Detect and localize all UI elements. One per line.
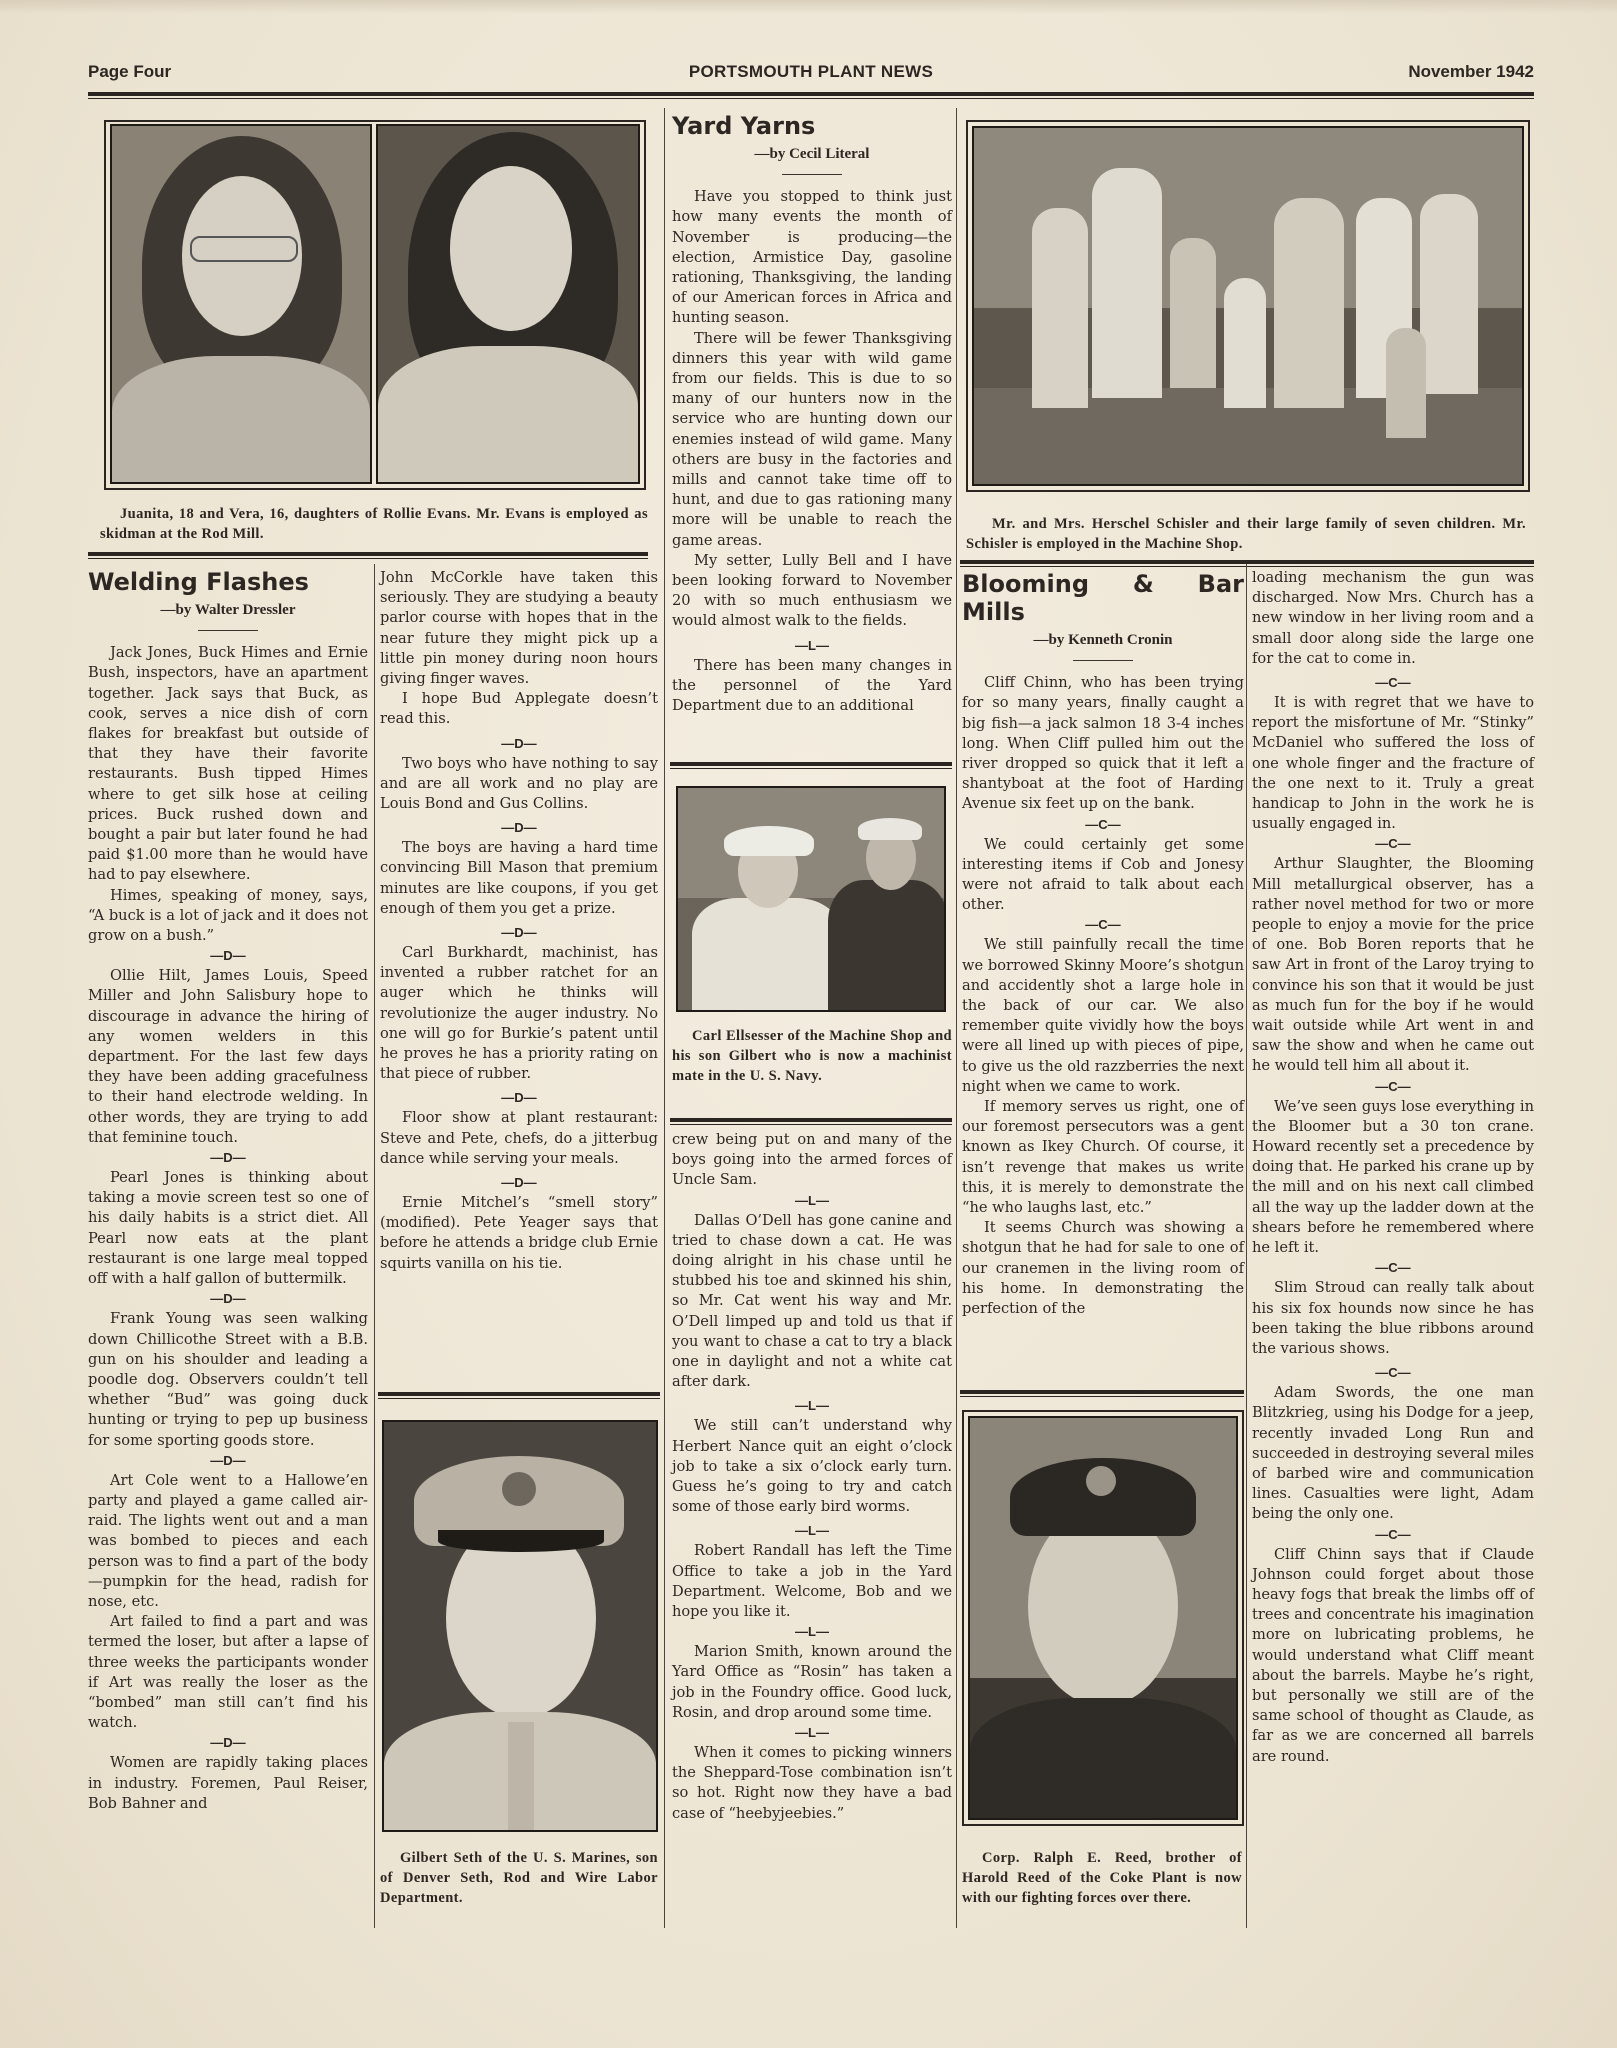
section-separator: —C— xyxy=(1375,1260,1411,1276)
section-separator: —C— xyxy=(1085,816,1121,832)
column-divider xyxy=(664,108,665,1928)
byline-rule xyxy=(782,174,842,175)
section-separator: —C— xyxy=(1375,1365,1411,1381)
welding-flashes-headline: Welding Flashes xyxy=(88,568,309,596)
caption-reed: Corp. Ralph E. Reed, brother of Harold Reed of the Coke Plant is now with our fighting forces over there. xyxy=(962,1850,1242,1906)
section-separator: —C— xyxy=(1375,836,1411,852)
masthead xyxy=(88,62,1534,88)
byline-rule xyxy=(198,630,258,631)
cap-emblem xyxy=(502,1472,536,1506)
paragraph: Have you stopped to think just how many events the month of November is producing—the election, Armistice Day, gasoline rationing, Thanksgiving, the landing of our American forces in Africa and hunting season. xyxy=(672,188,952,327)
paragraph: Slim Stroud can really talk about his six fox hounds now since he has been taking the blue ribbons around the various shows. xyxy=(1252,1279,1534,1357)
yard-yarns-column-top xyxy=(672,112,952,716)
section-separator: —D— xyxy=(210,1150,246,1166)
section-separator: —C— xyxy=(1375,675,1411,691)
section-separator: —D— xyxy=(210,1291,246,1307)
paragraph: We still painfully recall the time we borrowed Skinny Moore’s shotgun and accidently shot a large hole in the back of our car. We also remember quite vividly how the boys were all lined up with pieces of pipe, to give us the old razzberries the next night when we came to work. xyxy=(962,936,1244,1095)
paragraph: It seems Church was showing a shotgun that he had for sale to one of our cranemen in the living room of his home. In demonstrating the perfection of the xyxy=(962,1219,1244,1318)
section-rule xyxy=(960,1390,1244,1394)
section-rule xyxy=(670,1118,952,1122)
section-separator: —D— xyxy=(210,1735,246,1751)
section-separator: —L— xyxy=(795,1725,829,1741)
yard-yarns-headline: Yard Yarns xyxy=(672,112,816,140)
paragraph: loading mechanism the gun was discharged. Now Mrs. Church has a new window in her living room and a small door along side the large one for the cat to come in. xyxy=(1252,569,1534,667)
section-separator: —D— xyxy=(501,820,537,836)
paragraph: Adam Swords, the one man Blitzkrieg, using his Dodge for a jeep, recently invaded Long Run and succeeded in destroying several miles of barbed wire and communication lines. Casualties were light, Adam being the only one. xyxy=(1252,1384,1534,1523)
byline-rule xyxy=(1073,660,1133,661)
caption-ellsesser: Carl Ellsesser of the Machine Shop and his son Gilbert who is now a machinist mate in the U. S. Navy. xyxy=(672,1028,952,1084)
portrait-face xyxy=(450,166,572,331)
cap-visor xyxy=(438,1530,604,1552)
photo-carl-gilbert-ellsesser xyxy=(676,786,946,1012)
paragraph: The boys are having a hard time convincing Bill Mason that premium minutes are like coupons, if you get enough of them you get a prize. xyxy=(380,839,658,917)
paragraph: Ollie Hilt, James Louis, Speed Miller and John Salisbury hope to discourage in advance the hiring of any women welders in this department. For the last few days they have been adding gracefulness to their hand electrode welding. In other words, they are trying to add that feminine touch. xyxy=(88,967,368,1146)
issue-date: November 1942 xyxy=(1408,62,1534,81)
photo-juanita-evans xyxy=(110,124,372,484)
paragraph: Marion Smith, known around the Yard Office as “Rosin” has taken a job in the Foundry office. Good luck, Rosin, and drop around some time. xyxy=(672,1643,952,1721)
paragraph: Cliff Chinn says that if Claude Johnson could forget about those heavy fogs that break the limbs off of trees and concentrate his imagination more on lubricating problems, he would understand what Cliff meant about the barrels. Maybe he’s right, but personally we still are of the same school of thought as Claude, as far as we are concerned all barrels are round. xyxy=(1252,1545,1534,1765)
paragraph: Two boys who have nothing to say and are all work and no play are Louis Bond and Gus Collins. xyxy=(380,754,658,813)
paragraph: We’ve seen guys lose everything in the Bloomer but a 30 ton crane. Howard recently set a precedence by doing that. He parked his crane up by the mill and on his next call climbed all the way up the ladder down at the shears before he remembered where he left it. xyxy=(1252,1097,1534,1257)
necktie xyxy=(508,1722,534,1832)
welding-flashes-column-2 xyxy=(380,568,658,1274)
blooming-bar-mills-headline: Blooming & Bar Mills xyxy=(962,570,1244,626)
photo-schisler-family xyxy=(972,126,1524,486)
section-separator: —C— xyxy=(1375,1526,1411,1542)
paragraph: Carl Burkhardt, machinist, has invented a rubber ratchet for an auger which he thinks will revolutionize the auger industry. No one will go for Burkie’s patent until he proves he has a priority rating on that piece of rubber. xyxy=(380,944,658,1083)
paragraph: Art failed to find a part and was termed the loser, but after a lapse of three weeks the participants wonder if Art was really the loser as the “bombed” man still can’t find his watch. xyxy=(88,1613,368,1732)
section-separator: —C— xyxy=(1085,917,1121,933)
masthead-rule xyxy=(88,92,1534,96)
paragraph: Frank Young was seen walking down Chillicothe Street with a B.B. gun on his shoulder and leading a poodle dog. Observers couldn’t tell whether “Bud” was going duck hunting or trying to pep up business for some sporting goods store. xyxy=(88,1310,368,1449)
section-separator: —D— xyxy=(210,1452,246,1468)
family-member xyxy=(1224,278,1266,408)
paragraph: There will be fewer Thanksgiving dinners this year with wild game from our fields. This is due to so many of our hunters now in the service who are hunting down our enemies instead of wild game. Many others are busy in the factories and mills and cannot take time off to hunt, and due to gas rationing many more will be unable to reach the game areas. xyxy=(672,329,952,549)
paragraph: We could certainly get some interesting items if Cob and Jonesy were not afraid to talk about each other. xyxy=(962,835,1244,914)
family-member xyxy=(1420,194,1478,394)
paragraph: Robert Randall has left the Time Office to take a job in the Yard Department. Welcome, Bob and we hope you like it. xyxy=(672,1542,952,1621)
blooming-bar-mills-column-2 xyxy=(1252,568,1534,1767)
paragraph: It is with regret that we have to report the misfortune of Mr. “Stinky” McDaniel who suffered the loss of one whole finger and the fracture of the one next to it. Truly a great handicap to John in the work he is usually engaged in. xyxy=(1252,694,1534,833)
section-separator: —C— xyxy=(1375,1078,1411,1094)
family-member xyxy=(1032,208,1088,408)
family-member xyxy=(1170,238,1216,388)
section-separator: —D— xyxy=(210,948,246,964)
sailor-cap xyxy=(858,818,922,840)
portrait-shoulders xyxy=(112,356,370,484)
paragraph: My setter, Lully Bell and I have been looking forward to November 20 with so much enthusiasm we would almost walk to the fields. xyxy=(672,551,952,630)
caption-evans: Juanita, 18 and Vera, 16, daughters of Rollie Evans. Mr. Evans is employed as skidman at the Rod Mill. xyxy=(100,506,648,542)
portrait-face xyxy=(1028,1506,1178,1706)
paragraph: When it comes to picking winners the Sheppard-Tose combination isn’t so hot. Right now they have a bad case of “heebyjeebies.” xyxy=(672,1744,952,1822)
newspaper-title: PORTSMOUTH PLANT NEWS xyxy=(688,62,934,81)
paragraph: Arthur Slaughter, the Blooming Mill metallurgical observer, has a rather novel method for two or more people to enjoy a movie for the price of one. Bob Boren reports that he saw Art in front of the Laroy trying to convince his son that it would be just as much fun for the boy if he would wait outside while Art went in and saw the show and when he came out he would tell him all about it. xyxy=(1252,855,1534,1075)
section-separator: —L— xyxy=(795,1398,829,1414)
section-rule xyxy=(960,560,1534,564)
eyeglasses xyxy=(190,236,298,262)
section-rule xyxy=(670,762,952,766)
photo-ralph-reed xyxy=(968,1416,1238,1820)
family-member xyxy=(1092,168,1162,398)
uniform-jacket xyxy=(970,1698,1236,1820)
blooming-bar-mills-column-1 xyxy=(962,570,1244,1319)
section-separator: —D— xyxy=(501,1090,537,1106)
family-member xyxy=(1274,198,1344,408)
section-separator: —L— xyxy=(795,1523,829,1539)
welding-flashes-column-1 xyxy=(88,568,368,1814)
paragraph: John McCorkle have taken this seriously. They are studying a beauty parlor course with hopes that in the near future they might pick up a little pin money during noon hours giving finger waves. xyxy=(380,569,658,688)
caption-schisler: Mr. and Mrs. Herschel Schisler and their large family of seven children. Mr. Schisler is employed in the Machine Shop. xyxy=(966,516,1526,552)
section-separator: —L— xyxy=(795,1192,829,1208)
paragraph: Art Cole went to a Hallowe’en party and played a game called air-raid. The lights went out and a man was bombed to pieces and each person was to find a part of the body—pumpkin for the head, radish for nose, etc. xyxy=(88,1471,368,1610)
column-divider xyxy=(374,564,375,1928)
paragraph: Floor show at plant restaurant: Steve and Pete, chefs, do a jitterbug dance while serving your meals. xyxy=(380,1109,658,1167)
paragraph: Himes, speaking of money, says, “A buck is a lot of jack and it does not grow on a bush.” xyxy=(88,886,368,945)
paragraph: Women are rapidly taking places in industry. Foremen, Paul Reiser, Bob Bahner and xyxy=(88,1754,368,1812)
paragraph: Dallas O’Dell has gone canine and tried to chase down a cat. He was doing alright in his chase until he stubbed his toe and skinned his shin, so Mr. Cat went his way and Mr. O’Dell limped up and told us that if you want to chase a cat to try a black one in daylight and not a white cat after dark. xyxy=(672,1211,952,1391)
paragraph: I hope Bud Applegate doesn’t read this. xyxy=(380,690,658,728)
section-separator: —L— xyxy=(795,637,829,653)
paragraph: There has been many changes in the personnel of the Yard Department due to an additional xyxy=(672,656,952,715)
yard-yarns-column-bottom xyxy=(672,1130,952,1824)
column-divider xyxy=(1246,564,1247,1928)
section-separator: —D— xyxy=(501,735,537,751)
paragraph: If memory serves us right, one of our foremost persecutors was a gent known as Ikey Church. Of course, it isn’t revenge that makes us write this, it is merely to demonstrate the “he who laughs last, etc.” xyxy=(962,1098,1244,1217)
cap-emblem xyxy=(1086,1466,1116,1496)
paper-edge xyxy=(0,0,1617,14)
paragraph: We still can’t understand why Herbert Nance quit an eight o’clock job to take a six o’clock early turn. Guess he’s going to try and catch some of those early bird worms. xyxy=(672,1417,952,1516)
caption-seth: Gilbert Seth of the U. S. Marines, son of Denver Seth, Rod and Wire Labor Department. xyxy=(380,1850,658,1906)
section-separator: —D— xyxy=(501,1175,537,1191)
sailor-uniform xyxy=(828,880,946,1012)
blooming-bar-mills-byline: —by Kenneth Cronin xyxy=(1033,632,1173,648)
yard-yarns-byline: —by Cecil Literal xyxy=(754,146,870,162)
section-separator: —D— xyxy=(501,925,537,941)
family-member xyxy=(1386,328,1426,438)
section-separator: —L— xyxy=(795,1624,829,1640)
section-rule xyxy=(88,552,648,556)
paragraph: Cliff Chinn, who has been trying for so many years, finally caught a big fish—a jack salmon 18 3-4 inches long. When Cliff pulled him out the river dropped so quick that it left a shantyboat at the foot of Harding Avenue six feet up on the bank. xyxy=(962,674,1244,813)
paragraph: Pearl Jones is thinking about taking a movie screen test so one of his daily habits is a strict diet. All Pearl now eats at the plant restaurant is one large meal topped off with a half gallon of buttermilk. xyxy=(88,1169,368,1288)
page-number: Page Four xyxy=(88,62,172,81)
photo-vera-evans xyxy=(376,124,640,484)
paragraph: Jack Jones, Buck Himes and Ernie Bush, inspectors, have an apartment together. Jack says that Buck, as cook, serves a nice dish of corn flakes for breakfast but outside of that they have their favorite restaurants. Bush tipped Himes where to get silk hose at ceiling prices. Buck rushed down and bought a pair but later found he had paid $1.00 more than he would have had to pay elsewhere. xyxy=(88,644,368,884)
column-divider xyxy=(956,108,957,1928)
white-hat xyxy=(724,826,814,856)
welding-flashes-byline: —by Walter Dressler xyxy=(160,602,296,618)
paragraph: crew being put on and many of the boys going into the armed forces of Uncle Sam. xyxy=(672,1131,952,1189)
man-white-shirt xyxy=(692,898,842,1012)
paragraph: Ernie Mitchel’s “smell story” (modified). Pete Yeager says that before he attends a bridge club Ernie squirts vanilla on his tie. xyxy=(380,1194,658,1272)
photo-gilbert-seth xyxy=(382,1420,658,1832)
portrait-shoulders xyxy=(378,346,638,484)
section-rule xyxy=(378,1392,660,1396)
